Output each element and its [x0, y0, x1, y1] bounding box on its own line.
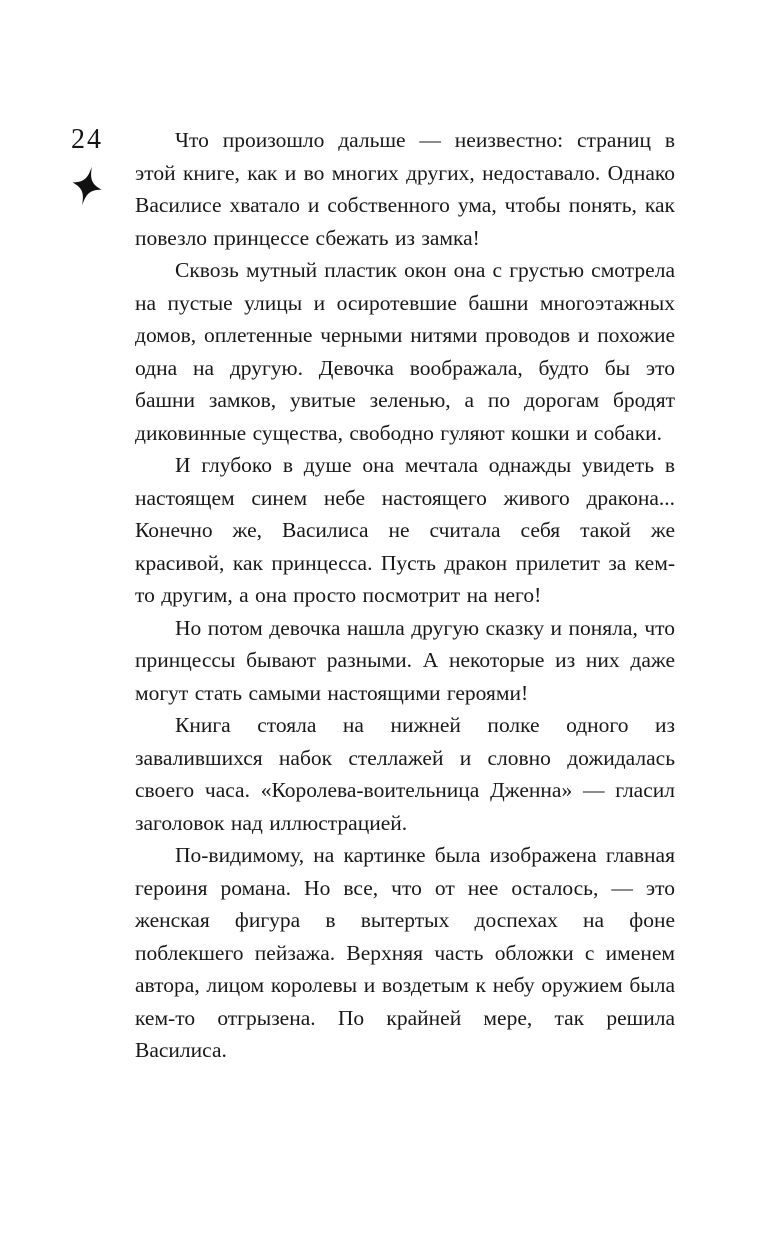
star-ornament-icon	[72, 166, 102, 206]
paragraph: И глубоко в душе она мечтала однажды увидеть в настоящем синем небе настоящего живого дракона... Конечно же, Василиса не считала себя такой же красивой, как принцесса. Пусть дракон прилетит за кем-то другим, а она просто посмотрит на него!	[135, 453, 675, 607]
paragraph: По-видимому, на картинке была изображена главная героиня романа. Но все, что от нее осталось, — это женская фигура в вытертых доспехах на фоне поблекшего пейзажа. Верхняя часть обложки с именем автора, лицом королевы и воздетым к небу оружием была кем-то отгрызена. По крайней мере, так решила Василиса.	[135, 843, 675, 1062]
paragraph: Что произошло дальше — неизвестно: страниц в этой книге, как и во многих других, недоставало. Однако Василисе хватало и собственного ума, чтобы понять, как повезло принцессе сбежать из замка!	[135, 128, 675, 250]
paragraph: Но потом девочка нашла другую сказку и поняла, что принцессы бывают разными. А некоторые из них даже могут стать самыми настоящими героями!	[135, 615, 675, 705]
paragraph: Сквозь мутный пластик окон она с грустью смотрела на пустые улицы и осиротевшие башни многоэтажных домов, оплетенные черными нитями проводов и похожие одна на другую. Девочка воображала, будто бы это башни замков, увитые зеленью, а по дорогам бродят диковинные существа, свободно гуляют кошки и собаки.	[135, 258, 675, 445]
body-text	[135, 124, 675, 1067]
page-number: 24	[71, 124, 103, 155]
paragraph: Книга стояла на нижней полке одного из завалившихся набок стеллажей и словно дожидалась своего часа. «Королева-воительница Дженна» — гласил заголовок над иллюстрацией.	[135, 713, 675, 835]
